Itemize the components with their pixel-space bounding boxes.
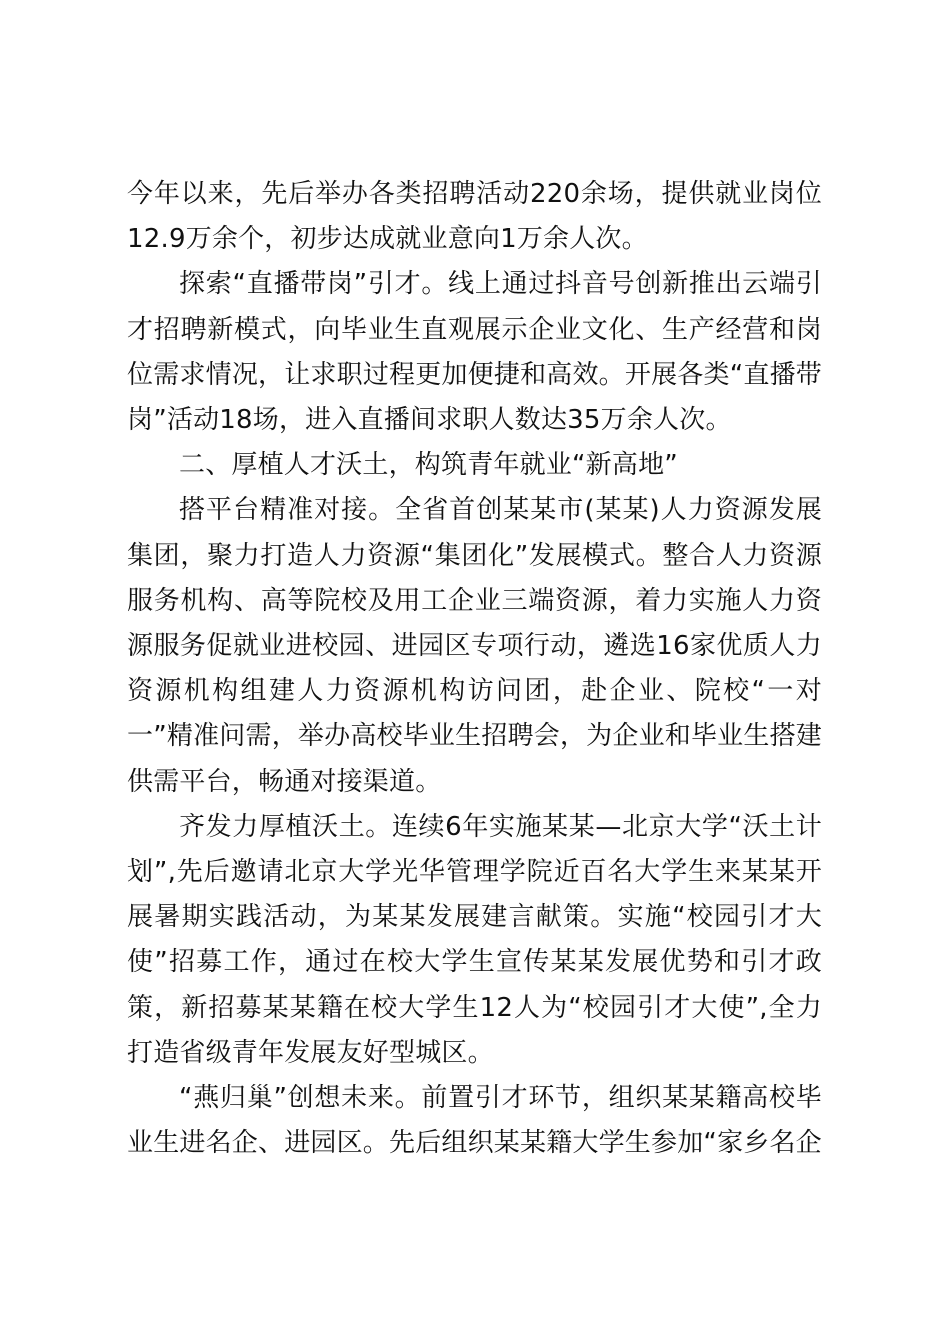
- paragraph-fertile-soil: 齐发力厚植沃土。连续6年实施某某—北京大学“沃土计划”,先后邀请北京大学光华管理学院近百名大学生来某某开展暑期实践活动，为某某发展建言献策。实施“校园引才大使”招募工作，通过在校大学生宣传某某发展优势和引才政策，新招募某某籍在校大学生12人为“校园引才大使”,全力打造省级青年发展友好型城区。: [127, 811, 822, 1068]
- section-heading-2: 二、厚植人才沃土，构筑青年就业“新高地”: [179, 450, 678, 481]
- document-body: [127, 172, 822, 1166]
- paragraph-platform-matching: 搭平台精准对接。全省首创某某市(某某)人力资源发展集团，聚力打造人力资源“集团化”发展模式。整合人力资源服务机构、高等院校及用工企业三端资源，着力实施人力资源服务促就业进校园、进园区专项行动，遴选16家优质人力资源机构组建人力资源机构访问团，赴企业、院校“一对一”精准问需，举办高校毕业生招聘会，为企业和毕业生搭建供需平台，畅通对接渠道。: [127, 495, 822, 797]
- paragraph-continued: 今年以来，先后举办各类招聘活动220余场，提供就业岗位12.9万余个，初步达成就业意向1万余人次。: [127, 179, 822, 255]
- paragraph-livestream-recruiting: 探索“直播带岗”引才。线上通过抖音号创新推出云端引才招聘新模式，向毕业生直观展示企业文化、生产经营和岗位需求情况，让求职过程更加便捷和高效。开展各类“直播带岗”活动18场，进入直播间求职人数达35万余人次。: [127, 269, 822, 436]
- paragraph-return-home: “燕归巢”创想未来。前置引才环节，组织某某籍高校毕业生进名企、进园区。先后组织某某籍大学生参加“家乡名企: [127, 1083, 822, 1159]
